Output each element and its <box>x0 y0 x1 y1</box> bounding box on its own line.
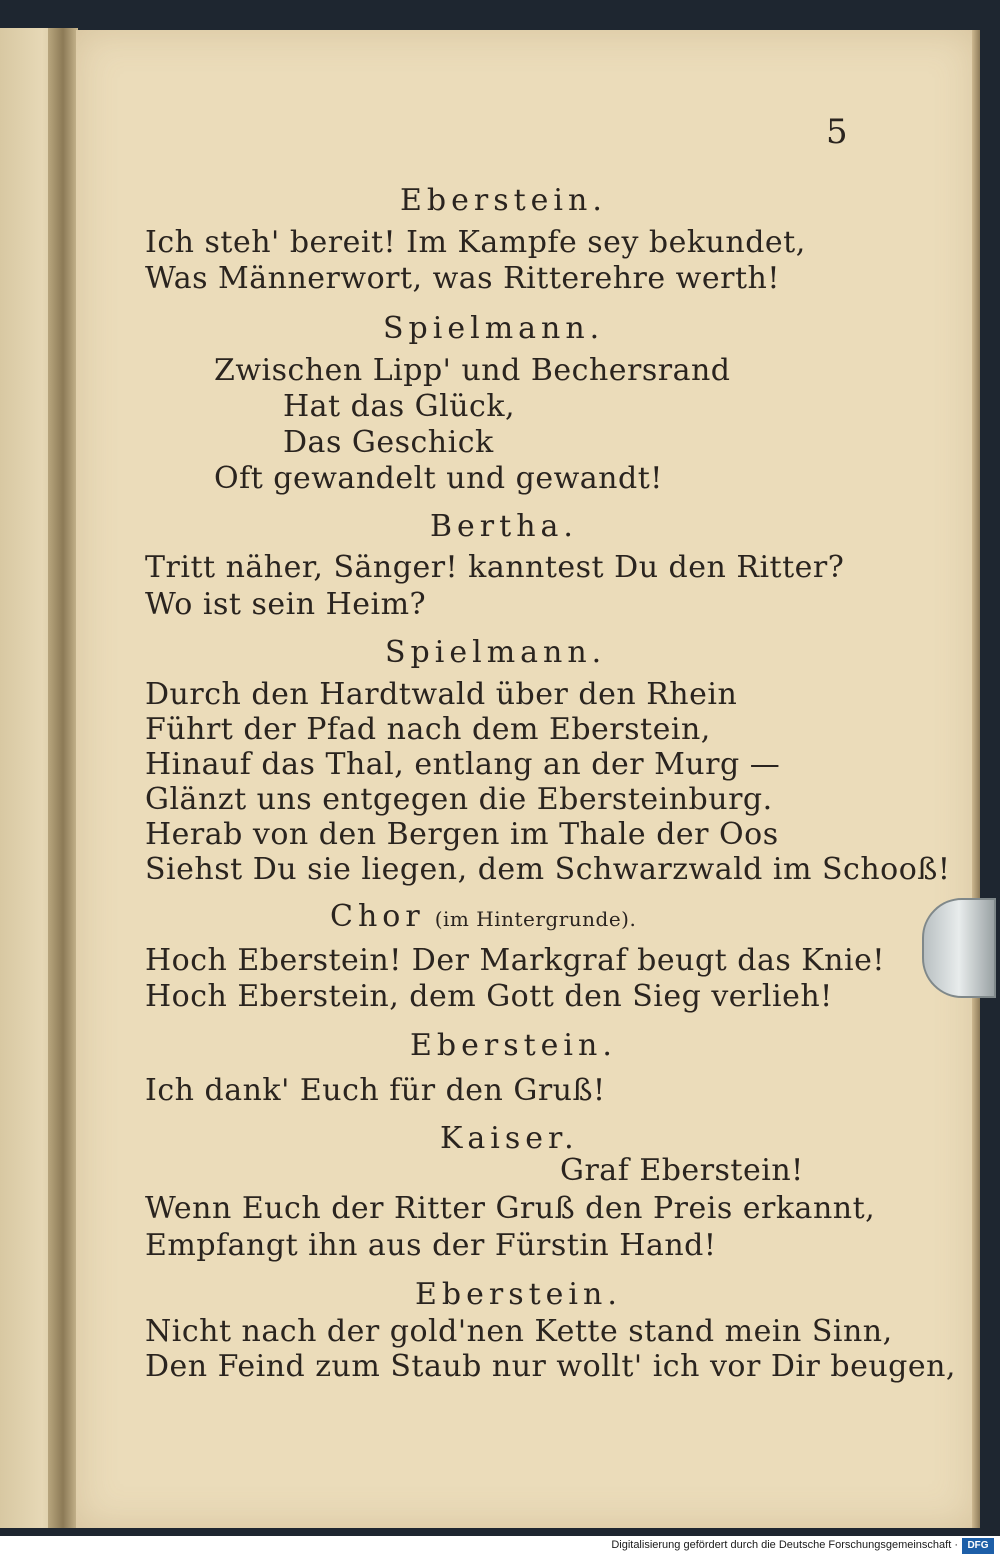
verse-line: Wo ist sein Heim? <box>145 587 427 622</box>
verse-line: Hat das Glück, <box>283 389 516 424</box>
verse-line: Graf Eberstein! <box>560 1153 804 1188</box>
verse-line: Empfangt ihn aus der Fürstin Hand! <box>145 1228 717 1263</box>
verse-line: Oft gewandelt und gewandt! <box>214 461 663 496</box>
verse-line: Herab von den Bergen im Thale der Oos <box>145 817 779 852</box>
verse-line: Hinauf das Thal, entlang an der Murg — <box>145 747 781 782</box>
verse-line: Siehst Du sie liegen, dem Schwarzwald im Schooß! <box>145 852 951 887</box>
speaker-line: Spielmann. <box>383 311 605 346</box>
footer-bar <box>0 1536 1000 1556</box>
verse-line: Wenn Euch der Ritter Gruß den Preis erkannt, <box>145 1191 876 1226</box>
footer-credit: Digitalisierung gefördert durch die Deutsche Forschungsgemeinschaft · <box>611 1539 958 1551</box>
verse-line: Durch den Hardtwald über den Rhein <box>145 677 738 712</box>
page-number: 5 <box>826 112 848 152</box>
verse-line: Hoch Eberstein! Der Markgraf beugt das Knie! <box>145 943 885 978</box>
verse-line: Nicht nach der gold'nen Kette stand mein Sinn, <box>145 1314 893 1349</box>
verse-line: Tritt näher, Sänger! kanntest Du den Ritter? <box>145 550 845 585</box>
stage-direction: (im Hintergrunde). <box>434 907 637 931</box>
speaker-line: Eberstein. <box>400 183 607 218</box>
speaker-name: Chor <box>330 899 425 934</box>
speaker-line: Spielmann. <box>385 635 607 670</box>
dfg-logo: DFG <box>962 1538 994 1554</box>
verse-line: Das Geschick <box>283 425 494 460</box>
verse-line: Hoch Eberstein, dem Gott den Sieg verlieh! <box>145 979 833 1014</box>
verse-line: Den Feind zum Staub nur wollt' ich vor Dir beugen, <box>145 1349 956 1384</box>
verse-line: Glänzt uns entgegen die Ebersteinburg. <box>145 782 773 817</box>
verse-line: Führt der Pfad nach dem Eberstein, <box>145 712 711 747</box>
speaker-line: Eberstein. <box>410 1028 617 1063</box>
verse-line: Ich steh' bereit! Im Kampfe sey bekundet, <box>145 225 806 260</box>
speaker-line: Eberstein. <box>415 1277 622 1312</box>
speaker-line <box>330 899 637 934</box>
verse-line: Was Männerwort, was Ritterehre werth! <box>145 261 780 296</box>
speaker-line: Kaiser. <box>440 1121 579 1156</box>
verse-line: Ich dank' Euch für den Gruß! <box>145 1073 606 1108</box>
speaker-line: Bertha. <box>430 509 578 544</box>
verse-line: Zwischen Lipp' und Bechersrand <box>214 353 731 388</box>
